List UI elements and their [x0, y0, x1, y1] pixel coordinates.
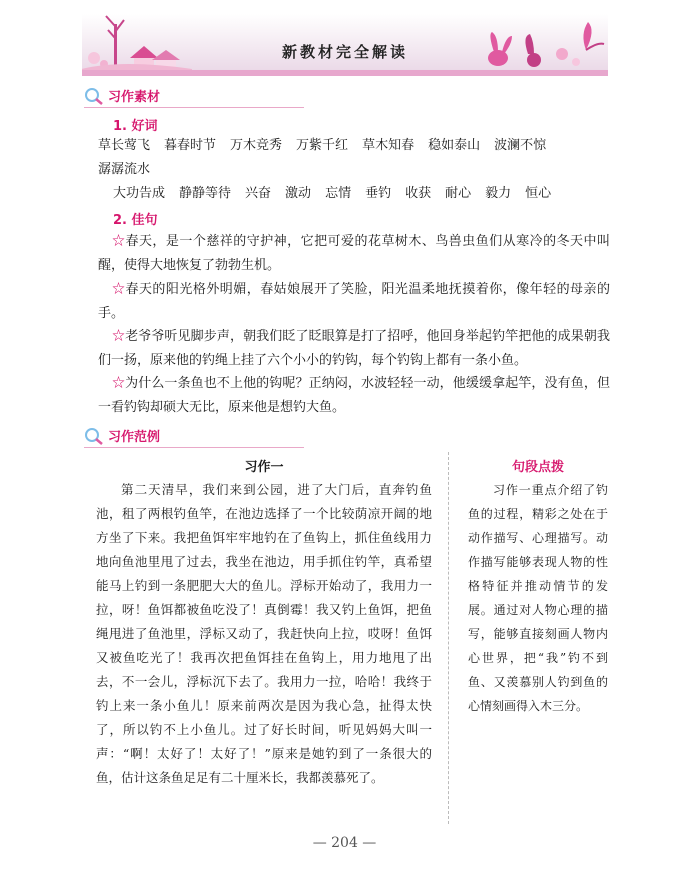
word: 恒心: [525, 186, 552, 201]
sentence-text: 春天，是一个慈祥的守护神，它把可爱的花草树木、鸟兽虫鱼们从寒冷的冬天中叫醒，使得大地恢复了勃勃生机。: [98, 234, 610, 273]
word: 忘情: [325, 186, 352, 201]
sentences-title: 2. 佳句: [113, 213, 158, 228]
section-title-text: 习作素材: [108, 90, 161, 105]
section-title-materials: [84, 86, 160, 105]
section-title-text: 习作范例: [108, 430, 161, 445]
sentence: [98, 325, 610, 373]
header-title: 新教材完全解读: [281, 43, 408, 61]
word: 稳如泰山: [428, 138, 481, 153]
banner-underline: [82, 70, 608, 76]
word: 潺潺流水: [98, 162, 151, 177]
sentence-text: 春天的阳光格外明媚，春姑娘展开了笑脸，阳光温柔地抚摸着你，像年轻的母亲的手。: [98, 282, 610, 321]
comment-title: 句段点拨: [511, 460, 564, 475]
words-row2: [113, 182, 613, 206]
essay-title: 习作一: [244, 460, 284, 475]
sentence-text: 为什么一条鱼也不上他的钩呢？正纳闷，水波轻轻一动，他缓缓拿起竿，没有鱼，但一看钓钩却硕大无比，原来他是想钓大鱼。: [98, 376, 610, 415]
word: 万紫千红: [296, 138, 349, 153]
words-row1: [98, 134, 618, 158]
star-icon: ☆: [112, 329, 126, 344]
star-icon: ☆: [112, 234, 126, 249]
word: 垂钓: [365, 186, 392, 201]
sentence: [98, 230, 610, 278]
star-icon: ☆: [112, 376, 126, 391]
word: 静静等待: [179, 186, 232, 201]
word: 草长莺飞: [98, 138, 151, 153]
essay-body: 第二天清早，我们来到公园，进了大门后，直奔钓鱼池，租了两根钓鱼竿，在池边选择了一个比较荫凉开阔的地方坐了下来。我把鱼饵牢牢地钓在了鱼钩上，抓住鱼线用力地向鱼池里甩了过去，我坐在池边，用手抓住钓竿，真希望能马上钓到一条肥肥大大的鱼儿。浮标开始动了，我用力一拉，呀！鱼饵都被鱼吃没了！真倒霉！我又钓上鱼饵，把鱼绳甩进了鱼池里，浮标又动了，我赶快向上拉，哎呀！鱼饵又被鱼吃光了！我再次把鱼饵挂在鱼钩上，用力地甩了出去，不一会儿，浮标沉下去了。我用力一拉，哈哈！我终于钓上来一条小鱼儿！原来前两次是因为我心急，扯得太快了，所以钓不上小鱼儿。过了好长时间，听见妈妈大叫一声：“啊！太好了！太好了！”原来是她钓到了一条很大的鱼，估计这条鱼足足有二十厘米长，我都羡慕死了。: [96, 482, 432, 785]
magnifier-icon: [84, 427, 104, 445]
comment-body: 习作一重点介绍了钓鱼的过程，精彩之处在于动作描写、心理描写。动作描写能够表现人物的性格特征并推动情节的发展。通过对人物心理的描写，能够直接刻画人物内心世界，把“我”钓不到鱼、又羡慕别人钓到鱼的心情刻画得入木三分。: [468, 483, 608, 713]
words-title: 1. 好词: [113, 119, 158, 134]
header-banner: [82, 14, 608, 76]
sentence-text: 老爷爷听见脚步声，朝我们眨了眨眼算是打了招呼，他回身举起钓竿把他的成果朝我们一扬，原来他的钓绳上挂了六个小小的钓钩，每个钓钩上都有一条小鱼。: [98, 329, 610, 368]
word: 毅力: [485, 186, 512, 201]
column-divider: [448, 452, 449, 824]
page-number: — 204 —: [312, 835, 377, 851]
sentence: [98, 278, 610, 326]
star-icon: ☆: [112, 282, 126, 297]
section-divider: [84, 447, 304, 448]
word: 暮春时节: [164, 138, 217, 153]
word: 兴奋: [245, 186, 272, 201]
word: 草木知春: [362, 138, 415, 153]
section-divider: [84, 107, 304, 108]
rabbit-flower-illustration: [458, 14, 608, 76]
section-title-examples: [84, 426, 160, 445]
word: 耐心: [445, 186, 472, 201]
word: 激动: [285, 186, 312, 201]
magnifier-icon: [84, 87, 104, 105]
word: 波澜不惊: [494, 138, 547, 153]
word: 收获: [405, 186, 432, 201]
word: 万木竞秀: [230, 138, 283, 153]
sentence: [98, 372, 610, 420]
words-row1-cont: [98, 158, 164, 182]
word: 大功告成: [113, 186, 166, 201]
